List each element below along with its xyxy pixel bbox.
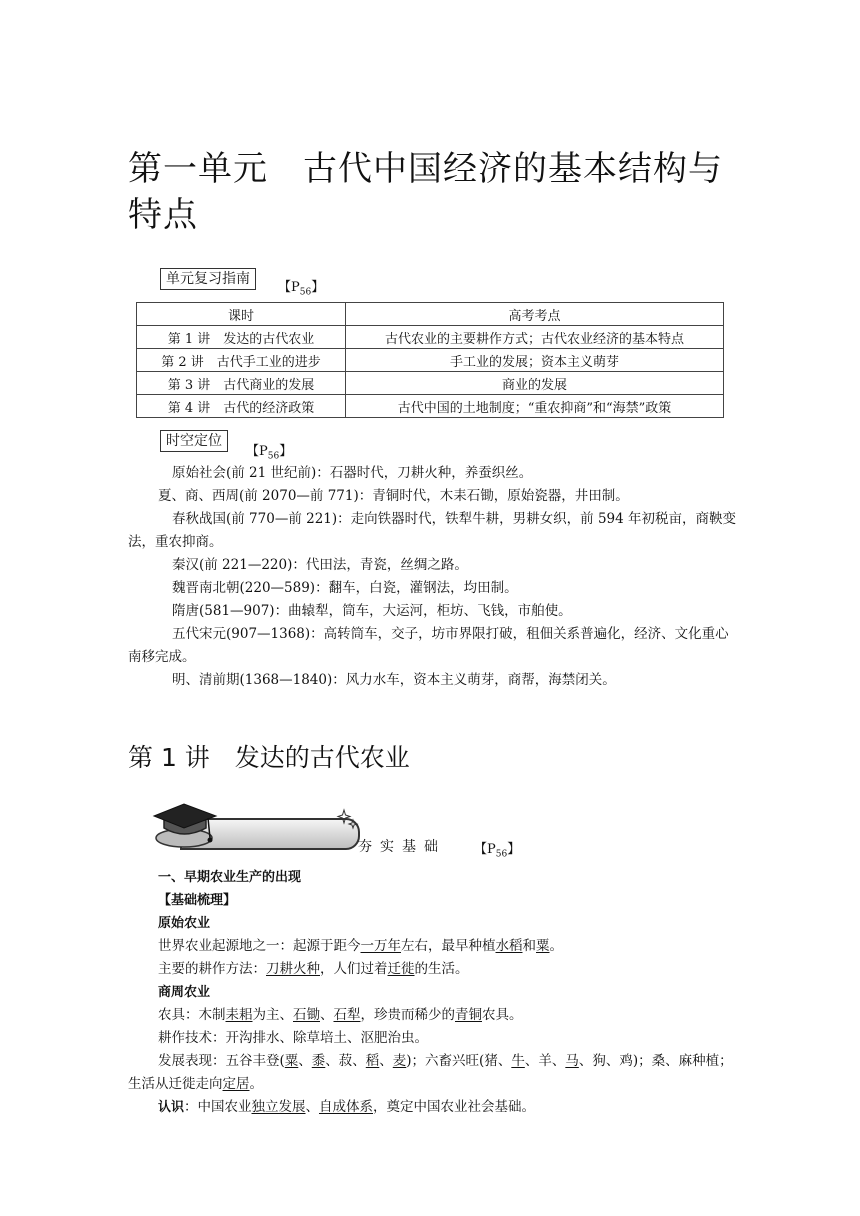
section-basic-content [158, 866, 738, 1050]
table-cell: 商业的发展 [346, 372, 724, 395]
timeline-item: 明、清前期(1368—1840)：风力水车，资本主义萌芽，商帮，海禁闭关。 [172, 672, 616, 688]
timeline-item: 夏、商、西周(前 2070—前 771)：青铜时代，木耒石锄，原始瓷器，井田制。 [158, 488, 629, 504]
table-row [137, 349, 724, 372]
unit-title [128, 146, 748, 238]
lesson-title: 第 1 讲 发达的古代农业 [128, 743, 410, 772]
shangzhou-agri-title: 商周农业 [158, 985, 211, 1000]
section-subheading: 【基础梳理】 [158, 893, 237, 908]
section-heading: 一、早期农业生产的出现 [158, 870, 302, 885]
guide-label: 单元复习指南 [160, 268, 256, 290]
table-cell: 第 2 讲 古代手工业的进步 [137, 349, 346, 372]
timeline-item: 隋唐(581—907)：曲辕犁，筒车，大运河，柜坊、飞钱，市舶使。 [172, 603, 572, 619]
banner-label: 夯实基础 [358, 839, 446, 855]
timeline-item: 魏晋南北朝(220—589)：翻车，白瓷，灌钢法，均田制。 [172, 580, 518, 596]
table-row [137, 372, 724, 395]
tools-line: 农具：木制耒耜为主、石锄、石犁，珍贵而稀少的青铜农具。 [158, 1007, 523, 1023]
banner-page-ref: 【$P_{56}$】 [474, 842, 521, 860]
unit-title-line2: 特点 [128, 195, 198, 235]
table-header: 课时 [137, 303, 346, 326]
timeline-page-ref: 【$P_{56}$】 [246, 444, 293, 462]
table-cell: 第 3 讲 古代商业的发展 [137, 372, 346, 395]
review-table [136, 302, 724, 418]
timeline-label: 时空定位 [160, 430, 228, 452]
primitive-agri-title: 原始农业 [158, 916, 211, 931]
graduation-cap-icon [150, 798, 220, 850]
timeline-item: 秦汉(前 221—220)：代田法，青瓷，丝绸之路。 [172, 557, 468, 573]
table-cell: 古代农业的主要耕作方式；古代农业经济的基本特点 [346, 326, 724, 349]
guide-page-ref: 【$P_{56}$】 [278, 280, 325, 298]
table-cell: 手工业的发展；资本主义萌芽 [346, 349, 724, 372]
table-header: 高考考点 [346, 303, 724, 326]
timeline-item: 原始社会(前 21 世纪前)：石器时代，刀耕火种，养蚕织丝。 [172, 465, 533, 481]
method-line: 主要的耕作方法：刀耕火种，人们过着迁徙的生活。 [158, 961, 469, 977]
timeline-item: 五代宋元(907—1368)：高转筒车，交子，坊市界限打破，租佃关系普遍化，经济、文化重心南移完成。 [128, 626, 729, 665]
table-cell: 古代中国的土地制度；“重农抑商”和“海禁”政策 [346, 395, 724, 418]
table-row [137, 326, 724, 349]
table-row [137, 395, 724, 418]
sparkle-icon [336, 808, 360, 832]
recognition-line: 认识：中国农业独立发展、自成体系，奠定中国农业社会基础。 [158, 1099, 536, 1115]
table-cell: 第 4 讲 古代的经济政策 [137, 395, 346, 418]
dev-line: 发展表现：五谷丰登(粟、黍、菽、稻、麦)；六畜兴旺(猪、牛、羊、马、狗、鸡)；桑、麻种植；生活从迁徙走向定居。 认识：中国农业独立发展、自成体系，奠定中国农业社会基础。 [128, 1050, 738, 1119]
table-cell: 第 1 讲 发达的古代农业 [137, 326, 346, 349]
origin-line: 世界农业起源地之一：起源于距今一万年左右，最早种植水稻和粟。 [158, 938, 563, 954]
tech-line: 耕作技术：开沟排水、除草培土、沤肥治虫。 [158, 1030, 428, 1046]
timeline-item: 春秋战国(前 770—前 221)：走向铁器时代，铁犁牛耕，男耕女织，前 594 年初税亩，商鞅变法，重农抑商。 [128, 511, 736, 550]
unit-title-line1: 第一单元 古代中国经济的基本结构与 [128, 149, 723, 189]
table-header-row [137, 303, 724, 326]
timeline-list [128, 462, 736, 692]
